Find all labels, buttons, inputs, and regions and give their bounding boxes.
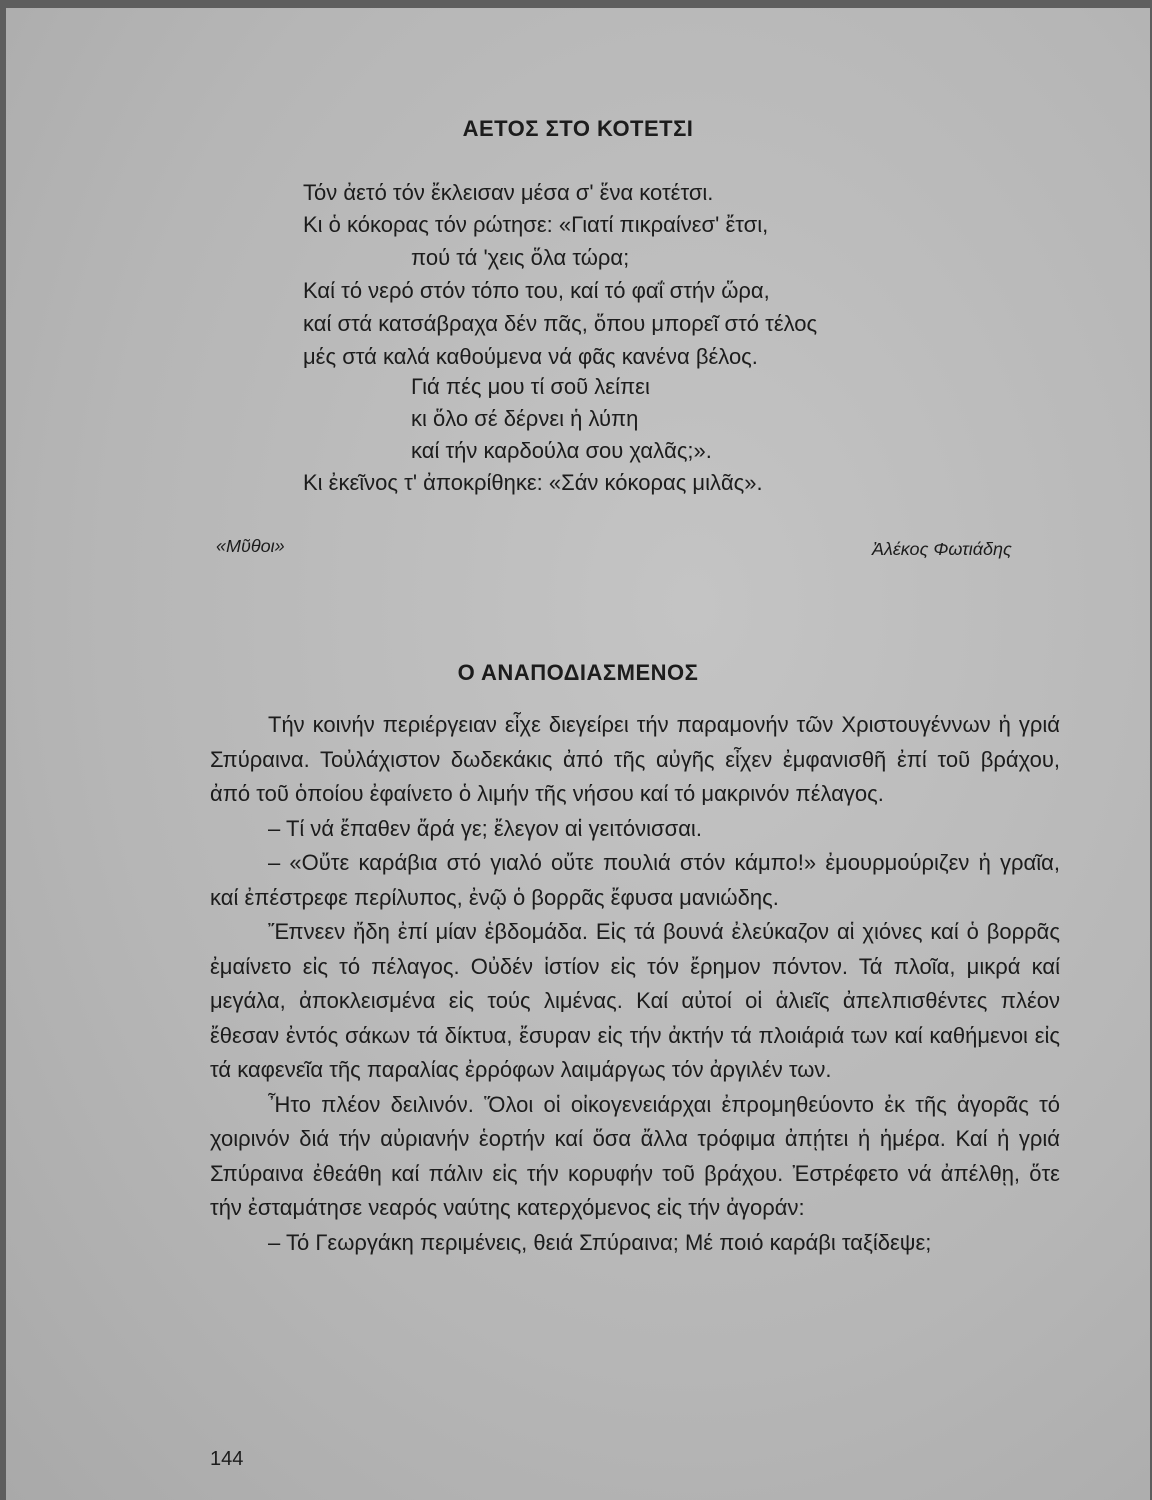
page-number: 144 <box>210 1448 244 1470</box>
poem-line: Κι ὁ κόκορας τόν ρώτησε: «Γιατί πικραίνεσ' ἔτσι, <box>303 212 769 237</box>
story-paragraph: Τήν κοινήν περιέργειαν εἶχε διεγείρει τήν παραμονήν τῶν Χριστουγέννων ἡ γριά Σπύραινα. Τοὐλάχιστον δωδεκάκις ἀπό τῆς αὐγῆς εἶχεν ἐμφανισθῆ ἐπί τοῦ βράχου, ἀπό τοῦ ὁποίου ἐφαίνετο ὁ λιμήν τῆς νήσου καί τό μακρινόν πέλαγος. <box>210 712 1060 806</box>
poem-source: «Μῦθοι» <box>216 536 285 556</box>
poem-line: Κι ἐκεῖνος τ' ἀποκρίθηκε: «Σάν κόκορας μιλᾶς». <box>303 470 763 495</box>
poem-line: Τόν ἀετό τόν ἔκλεισαν μέσα σ' ἕνα κοτέτσι. <box>303 180 714 205</box>
story-paragraph: Ἔπνεεν ἤδη ἐπί μίαν ἑβδομάδα. Εἰς τά βουνά ἐλεύκαζον αἱ χιόνες καί ὁ βορρᾶς ἐμαίνετο εἰς τό πέλαγος. Οὐδέν ἱστίον εἰς τόν ἔρημον πόντον. Τά πλοῖα, μικρά καί μεγάλα, ἀποκλεισμένα εἰς τούς λιμένας. Καί αὐτοί οἱ ἁλιεῖς ἀπελπισθέντες πλέον ἔθεσαν ἐντός σάκων τά δίκτυα, ἔσυραν εἰς τήν ἀκτήν τά πλοιάριά των καί καθήμενοι εἰς τά καφενεῖα τῆς παραλίας ἐρρόφων λαιμάργως τόν ἀργιλέν των. <box>210 919 1060 1082</box>
poem-line: Γιά πές μου τί σοῦ λείπει <box>411 374 650 399</box>
poem-line: καί τήν καρδούλα σου χαλᾶς;». <box>411 438 712 463</box>
poem-author: Ἀλέκος Φωτιάδης <box>872 539 1012 559</box>
poem-title: ΑΕΤΟΣ ΣΤΟ ΚΟΤΕΤΣΙ <box>462 116 694 141</box>
story-paragraph: – Τό Γεωργάκη περιμένεις, θειά Σπύραινα; Μέ ποιό καράβι ταξίδεψε; <box>268 1229 932 1255</box>
story-paragraph: – Τί νά ἔπαθεν ἄρά γε; ἔλεγον αἱ γειτόνισσαι. <box>268 815 702 841</box>
poem-line: κι ὅλο σέ δέρνει ἡ λύπη <box>411 406 639 431</box>
poem-line: καί στά κατσάβραχα δέν πᾶς, ὅπου μπορεῖ στό τέλος <box>303 311 818 336</box>
story-title: Ο ΑΝΑΠΟΔΙΑΣΜΕΝΟΣ <box>457 660 699 685</box>
story-paragraph: Ἦτο πλέον δειλινόν. Ὅλοι οἱ οἰκογενειάρχαι ἐπρομηθεύοντο ἐκ τῆς ἀγορᾶς τό χοιρινόν διά τήν αὐριανήν ἑορτήν καί ὅσα ἄλλα τρόφιμα ἀπῄτει ἡ ἡμέρα. Καί ἡ γριά Σπύραινα ἐθεάθη καί πάλιν εἰς τήν κορυφήν τοῦ βράχου. Ἐστρέφετο νά ἀπέλθῃ, ὅτε τήν ἐσταμάτησε νεαρός ναύτης κατερχόμενος εἰς τήν ἀγοράν: <box>210 1091 1060 1220</box>
poem-line: Καί τό νερό στόν τόπο του, καί τό φαΐ στήν ὥρα, <box>303 278 770 303</box>
story-body <box>210 708 1060 1260</box>
story-paragraph: – «Οὔτε καράβια στό γιαλό οὔτε πουλιά στόν κάμπο!» ἐμουρμούριζεν ἡ γραῖα, καί ἐπέστρεφε περίλυπος, ἐνῷ ὁ βορρᾶς ἔφυσα μανιώδης. <box>210 850 1060 910</box>
book-page <box>6 8 1150 1500</box>
poem-line: πού τά 'χεις ὅλα τώρα; <box>411 245 630 270</box>
poem-line: μές στά καλά καθούμενα νά φᾶς κανένα βέλος. <box>303 344 758 369</box>
